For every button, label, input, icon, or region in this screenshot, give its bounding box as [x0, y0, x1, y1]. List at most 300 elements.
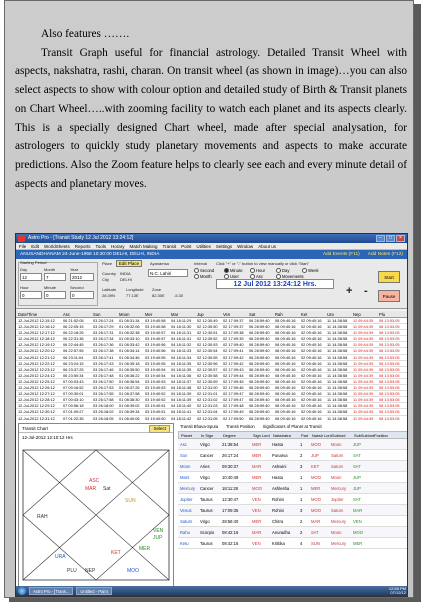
grid-cell: 08 09:40:16 [275, 372, 296, 378]
grid-cell: 11 14:38:58 [327, 342, 348, 348]
grid-cell: 04 18:11:33 [171, 348, 192, 354]
second-label: Second [70, 285, 84, 290]
chart-select-button[interactable]: Select [149, 425, 170, 433]
position-cell: 1 [300, 475, 303, 480]
interval-minute[interactable]: Minute [224, 268, 243, 273]
position-row[interactable] [178, 505, 408, 516]
grid-cell: 11 14:38:58 [327, 324, 348, 330]
starting-period-group [18, 262, 98, 306]
window-buttons [376, 235, 405, 242]
position-cell: 1 [300, 486, 303, 491]
grid-cell: 02 17:09:41 [223, 348, 244, 354]
grid-cell: 02 12:30:54 [197, 348, 218, 354]
grid-cell: 03 26:17:43 [93, 360, 114, 366]
grid-cell: 03 26:17:24 [93, 318, 114, 323]
grid-cell: 12-Jul-2012 12:29:12 [18, 403, 55, 409]
position-cell [373, 472, 393, 482]
grid-cell: 08 13:53:05 [379, 403, 400, 409]
grid-body [16, 318, 408, 421]
menu-tools[interactable]: Tools [95, 244, 106, 249]
grid-cell: 04 18:11:38 [171, 385, 192, 391]
grid-cell: 11 14:38:58 [327, 378, 348, 384]
grid-cell: 02 09:40:16 [301, 324, 322, 330]
position-cell: Mercury [331, 486, 347, 491]
position-cell: Sun [180, 453, 188, 458]
tab-bhava-sputa[interactable]: Transit Bhava-Sputa [180, 424, 219, 429]
position-cell: Taurus [200, 541, 213, 546]
window-titlebar [16, 234, 407, 243]
interval-day[interactable]: Day [276, 268, 289, 273]
grid-cell: 04 18:11:36 [171, 372, 192, 378]
menu-point[interactable]: Point [181, 244, 192, 249]
minute-select[interactable]: 0 [44, 291, 66, 299]
menu-utilities[interactable]: Utilities [196, 244, 211, 249]
system-clock [389, 587, 408, 596]
grid-cell: 02 12:30:51 [197, 330, 218, 336]
edit-place-button[interactable]: Edit Place [116, 260, 142, 267]
grid-cell: 11 09:44:39 [353, 354, 374, 360]
grid-cell: 02 12:30:55 [197, 354, 218, 360]
position-table-header [178, 431, 408, 439]
grid-cell: 12-Jul-2012 12:19:12 [18, 342, 55, 348]
clock-date: 07/12/12 [390, 590, 406, 595]
month-select[interactable]: 7 [44, 273, 66, 281]
info-toolbar [16, 250, 407, 259]
menu-window[interactable]: Window [237, 244, 254, 249]
grid-cell: 03 26:17:29 [93, 324, 114, 330]
menu-about[interactable]: About us [258, 244, 276, 249]
grid-cell: 07 00:30:01 [63, 391, 84, 397]
position-cell: JUP [353, 486, 361, 491]
close-icon[interactable]: × [396, 235, 405, 242]
menu-reports[interactable]: Reports [74, 244, 91, 249]
grid-cell: 04 18:11:40 [171, 403, 192, 409]
extra-value: -5.30 [174, 293, 184, 298]
start-button[interactable]: Start [378, 271, 400, 283]
grid-cell: 02 09:40:16 [301, 397, 322, 403]
interval-movements[interactable]: Movements [276, 274, 304, 279]
grid-cell: 11 09:44:39 [353, 324, 374, 330]
position-cell: Anuradha [272, 530, 291, 535]
grid-cell: 07 01:09:27 [63, 409, 84, 415]
position-cell: 08:42:16 [222, 530, 239, 535]
position-row[interactable] [178, 527, 408, 538]
interval-second[interactable]: Second [194, 268, 214, 273]
position-row[interactable] [178, 494, 408, 505]
position-cell: Moon [331, 475, 342, 480]
position-cell: KET [311, 464, 320, 469]
grid-cell: 02 12:30:50 [197, 324, 218, 330]
year-select[interactable]: 2012 [70, 273, 94, 281]
day-label: Day [20, 267, 28, 272]
month-label: Month [44, 267, 56, 272]
grid-cell: 04 18:11:29 [171, 318, 192, 323]
grid-cell: 08 13:53:05 [379, 354, 400, 360]
position-row[interactable] [178, 538, 408, 549]
position-cell [373, 450, 393, 460]
position-cell: SUN [311, 541, 320, 546]
grid-cell: 04 18:11:30 [171, 324, 192, 330]
position-header-cell: Naksh Lord [312, 433, 332, 438]
grid-cell: 03 19:40:56 [145, 342, 166, 348]
position-cell: Asc [180, 442, 187, 447]
position-cell: Punarva [272, 453, 288, 458]
grid-cell: 03 19:40:57 [145, 330, 166, 336]
position-cell: MAR [252, 530, 262, 535]
position-cell: Cancer [200, 453, 214, 458]
grid-cell: 11 14:38:58 [327, 330, 348, 336]
position-cell: Mercury [331, 519, 347, 524]
grid-cell: 02 17:09:43 [223, 366, 244, 372]
pause-button[interactable]: Pause [378, 290, 400, 302]
position-cell: Hasta [272, 442, 283, 447]
position-cell: 28:56:40 [222, 519, 239, 524]
grid-cell: 02 12:31:03 [197, 403, 218, 409]
grid-cell: 02 09:40:16 [301, 366, 322, 372]
grid-cell: 02 12:30:52 [197, 336, 218, 342]
position-cell: Venus [180, 508, 192, 513]
grid-cell: 08 13:53:05 [379, 330, 400, 336]
grid-cell: 08 09:40:16 [275, 385, 296, 391]
grid-cell: 02 17:09:42 [223, 360, 244, 366]
interval-hour[interactable]: Hour [250, 268, 265, 273]
interval-asc[interactable]: Asc [250, 274, 263, 279]
position-row[interactable] [178, 450, 408, 461]
position-cell: Saturn [331, 464, 344, 469]
position-cell: Hasta [272, 475, 283, 480]
grid-cell: 02 17:09:46 [223, 385, 244, 391]
grid-cell: 03 19:40:54 [145, 372, 166, 378]
grid-cell: 08 09:40:16 [275, 324, 296, 330]
zone-label: Zone [152, 287, 162, 292]
menu-match-making[interactable]: Match Making [129, 244, 158, 249]
grid-cell: 02 17:09:37 [223, 324, 244, 330]
menu-edit[interactable]: Edit [31, 244, 40, 249]
grid-header-cell: Jup [197, 312, 204, 317]
grid-cell: 06 28:59:40 [249, 366, 270, 372]
position-cell: SAT [353, 497, 361, 502]
grid-cell: 03 26:17:46 [93, 366, 114, 372]
grid-cell: 11 09:44:39 [353, 342, 374, 348]
grid-cell: 12-Jul-2012 12:28:12 [18, 397, 55, 403]
tab-significators[interactable]: Significators of Planet at Transit [262, 424, 322, 429]
position-cell: Jupiter [180, 497, 193, 502]
position-cell: MOO [311, 442, 322, 447]
position-cell: 09:30:37 [222, 464, 239, 469]
grid-cell: 02 17:09:50 [223, 415, 244, 421]
grid-cell: 08 09:40:16 [275, 378, 296, 384]
taskbar-astro-pro[interactable]: Astro Pro - [Trans... [29, 587, 73, 595]
grid-header-cell: Rah [275, 312, 283, 317]
grid-cell: 03 26:18:02 [93, 409, 114, 415]
grid-cell: 08 09:40:16 [275, 318, 296, 323]
grid-cell: 06 28:59:40 [249, 409, 270, 415]
grid-cell: 12-Jul-2012 12:25:12 [18, 378, 55, 384]
position-cell: MAR [311, 519, 321, 524]
grid-cell: 06 23:11:04 [63, 354, 84, 360]
grid-cell: 08 09:40:16 [275, 348, 296, 354]
grid-cell: 03 26:17:55 [93, 391, 114, 397]
position-cell: VEN [252, 541, 261, 546]
grid-cell: 02 12:31:02 [197, 397, 218, 403]
plus-button[interactable]: + [346, 285, 353, 297]
menu-file[interactable]: File [19, 244, 27, 249]
position-cell: 26:17:24 [222, 453, 239, 458]
position-cell: MOO [252, 486, 263, 491]
transit-grid [16, 311, 408, 421]
position-cell: 1 [300, 442, 303, 447]
grid-cell: 11 09:44:39 [353, 366, 374, 372]
grid-cell: 08 09:40:16 [275, 391, 296, 397]
grid-cell: 06 22:44:45 [63, 342, 84, 348]
grid-cell: 03 26:17:36 [93, 342, 114, 348]
grid-cell: 01 08:40:06 [119, 415, 140, 421]
grid-cell: 04 18:11:32 [171, 342, 192, 348]
grid-cell: 02 12:31:00 [197, 385, 218, 391]
grid-cell: 01 08:34:46 [119, 354, 140, 360]
position-cell: MER [353, 541, 363, 546]
grid-cell: 02 09:40:16 [301, 378, 322, 384]
position-cell: SAT [353, 464, 361, 469]
grid-cell: 07 00:16:52 [63, 385, 84, 391]
grid-cell: 06 23:50:34 [63, 372, 84, 378]
position-cell: Scorpio [200, 530, 215, 535]
interval-week[interactable]: Week [302, 268, 319, 273]
add-events-button[interactable]: Add Events (F11) [322, 252, 360, 257]
position-cell: JUP [353, 442, 361, 447]
grid-cell: 03 19:40:52 [145, 391, 166, 397]
add-notes-button[interactable]: Add Notes (F12) [367, 252, 403, 257]
grid-cell: 06 28:59:40 [249, 324, 270, 330]
grid-cell: 02 09:40:16 [301, 348, 322, 354]
tab-transit-position[interactable]: Transit Position [226, 424, 255, 429]
intro-line: Also features ……. [41, 28, 130, 40]
position-row[interactable] [178, 483, 408, 494]
position-cell: VEN [353, 519, 362, 524]
place-label: Place [102, 261, 113, 266]
day-select[interactable]: 12 [20, 273, 42, 281]
position-row[interactable] [178, 472, 408, 483]
year-label: Year [70, 267, 79, 272]
grid-cell: 03 26:17:58 [93, 397, 114, 403]
grid-cell: 12-Jul-2012 12:18:12 [18, 336, 55, 342]
grid-cell: 11 14:38:58 [327, 415, 348, 421]
grid-cell: 08 13:53:05 [379, 348, 400, 354]
grid-cell: 02 09:40:16 [301, 409, 322, 415]
menu-transit[interactable]: Transit [162, 244, 177, 249]
grid-cell: 06 22:05:15 [63, 324, 84, 330]
grid-cell: 02 17:09:37 [223, 318, 244, 323]
menu-horary[interactable]: Horary [111, 244, 125, 249]
position-cell: MAR [353, 508, 363, 513]
planet-nep: NEP [85, 568, 96, 574]
hour-select[interactable]: 0 [20, 291, 42, 299]
grid-cell: 03 26:17:48 [93, 372, 114, 378]
grid-cell: 02 17:09:38 [223, 330, 244, 336]
grid-cell: 02 17:09:47 [223, 397, 244, 403]
grid-cell: 02 12:30:56 [197, 360, 218, 366]
hint-text: Click "+" or "-" button to view manually or click 'Start' [216, 261, 309, 266]
menu-settings[interactable]: Settings [215, 244, 233, 249]
grid-cell: 03 26:17:34 [93, 336, 114, 342]
planet-asc: ASC [89, 478, 100, 484]
country-label: Country [102, 271, 117, 276]
position-cell: 10:40:49 [222, 475, 239, 480]
grid-cell: 11 09:44:39 [353, 378, 374, 384]
grid-cell: 02 12:31:05 [197, 415, 218, 421]
longitude-label: Longitude [126, 287, 144, 292]
grid-cell: 02 09:40:16 [301, 403, 322, 409]
grid-header-cell: Nep [353, 312, 361, 317]
grid-cell: 02 09:40:16 [301, 372, 322, 378]
grid-cell: 01 08:36:54 [119, 378, 140, 384]
grid-cell: 03 19:40:58 [145, 324, 166, 330]
app-screenshot [15, 233, 408, 597]
position-header-cell: Pad [301, 433, 308, 438]
position-cell: Saturn [331, 508, 344, 513]
position-cell: MOO [311, 475, 322, 480]
grid-cell: 03 19:40:52 [145, 397, 166, 403]
grid-cell: 04 18:11:34 [171, 354, 192, 360]
grid-cell: 08 13:53:05 [379, 360, 400, 366]
position-cell: Rohini [272, 508, 284, 513]
grid-cell: 11 14:38:58 [327, 391, 348, 397]
grid-cell: 08 13:53:05 [379, 415, 400, 421]
position-cell: 21:38:54 [222, 442, 239, 447]
position-row[interactable] [178, 439, 408, 450]
grid-header-cell: Sat [249, 312, 256, 317]
position-cell [373, 527, 393, 537]
grid-cell: 08 13:53:05 [379, 378, 400, 384]
grid-header [16, 311, 408, 318]
position-cell: Aries [200, 464, 210, 469]
position-cell: Taurus [200, 497, 213, 502]
feature-paragraph: Transit Graph useful for financial astrology. Detailed Transit Wheel with aspects, nakshatra, rashi, charan. On transit wheel (as shown in image)…you can also select aspects to show with colour option and detailed study of Birth & Transit planets on Chart Wheel…..with zooming facility to watch each planet and its aspects clearly. This is a specially designed Chart wheel, made after special analysation, for astrologers to quickly study planetary movements and aspects to make accurate predictions. Also the Zoom feature helps to clearly see each and every minute detail of aspects and planetary moves. [15, 46, 407, 190]
grid-cell: 01 08:32:38 [119, 330, 140, 336]
country-value: INDIA [120, 271, 131, 276]
grid-cell: 03 26:18:05 [93, 415, 114, 421]
grid-cell: 04 18:11:39 [171, 391, 192, 397]
position-cell: 08:42:16 [222, 541, 239, 546]
ayanamsa-select[interactable]: N.C. Lahiri [148, 269, 188, 277]
position-cell [373, 516, 393, 526]
grid-cell: 06 28:59:40 [249, 330, 270, 336]
grid-cell: 02 09:40:16 [301, 318, 322, 323]
grid-cell: 03 19:40:50 [145, 415, 166, 421]
taskbar-paint[interactable]: Untitled - Paint [76, 587, 111, 595]
document-text [15, 25, 407, 193]
grid-cell: 01 08:39:02 [119, 403, 140, 409]
grid-cell: 01 08:38:30 [119, 397, 140, 403]
grid-cell: 07 00:56:18 [63, 403, 84, 409]
grid-cell: 03 19:40:58 [145, 318, 166, 323]
grid-cell: 11 09:44:39 [353, 391, 374, 397]
position-row[interactable] [178, 461, 408, 472]
position-row[interactable] [178, 516, 408, 527]
grid-cell: 03 19:40:53 [145, 385, 166, 391]
grid-header-cell: Asc [63, 312, 70, 317]
grid-cell: 04 18:11:39 [171, 397, 192, 403]
position-cell: Cancer [200, 486, 214, 491]
document-card [4, 0, 414, 598]
grid-cell: 06 23:37:25 [63, 366, 84, 372]
grid-cell: 11 09:44:39 [353, 330, 374, 336]
grid-cell: 08 13:53:05 [379, 342, 400, 348]
grid-cell: 01 08:33:10 [119, 336, 140, 342]
grid-cell: 02 17:09:48 [223, 403, 244, 409]
position-cell [373, 483, 393, 493]
grid-cell: 07 00:03:43 [63, 378, 84, 384]
grid-cell: 02 17:09:49 [223, 409, 244, 415]
position-cell: Mercury [180, 486, 196, 491]
grid-cell: 01 08:39:34 [119, 409, 140, 415]
grid-cell: 11 14:38:58 [327, 336, 348, 342]
position-cell: MER [252, 519, 262, 524]
grid-cell: 03 26:18:00 [93, 403, 114, 409]
grid-cell: 03 19:40:51 [145, 409, 166, 415]
grid-cell: 11 14:38:58 [327, 348, 348, 354]
grid-cell: 04 18:11:41 [171, 409, 192, 415]
position-cell: MER [311, 486, 321, 491]
position-cell: Chitra [272, 519, 284, 524]
start-icon[interactable] [18, 587, 26, 595]
grid-cell: 12-Jul-2012 12:17:12 [18, 330, 55, 336]
position-cell: SAT [353, 453, 361, 458]
grid-header-cell: Date/Time [18, 312, 38, 317]
grid-cell: 11 14:38:58 [327, 318, 348, 323]
position-cell: Mars [180, 475, 190, 480]
grid-cell: 06 28:59:40 [249, 385, 270, 391]
minimize-icon[interactable]: – [376, 235, 385, 242]
planet-ura: URA [55, 554, 66, 560]
position-header-cell: Sign Lord [253, 433, 270, 438]
position-cell: 2 [300, 453, 303, 458]
grid-cell: 01 08:37:58 [119, 391, 140, 397]
grid-cell: 02 09:40:16 [301, 360, 322, 366]
grid-cell: 01 08:35:18 [119, 360, 140, 366]
grid-cell: 02 09:40:16 [301, 342, 322, 348]
second-select[interactable]: 0 [70, 291, 94, 299]
grid-cell: 12-Jul-2012 12:30:12 [18, 409, 55, 415]
menu-worldsheets[interactable]: WorldSheets [44, 244, 70, 249]
position-header-cell: SubSublord [354, 433, 374, 438]
interval-month[interactable]: Month [194, 274, 212, 279]
grid-cell: 08 09:40:16 [275, 403, 296, 409]
position-header-cell: Sublord [332, 433, 346, 438]
grid-cell: 03 19:40:51 [145, 403, 166, 409]
grid-cell: 08 13:53:05 [379, 372, 400, 378]
ayanamsa-label: Ayanamsa [150, 261, 169, 266]
grid-cell: 06 22:18:26 [63, 330, 84, 336]
interval-user[interactable]: User [224, 274, 239, 279]
position-cell: MER [252, 453, 262, 458]
grid-cell: 11 14:38:58 [327, 366, 348, 372]
grid-cell: 02 09:40:16 [301, 391, 322, 397]
maximize-icon[interactable]: □ [386, 235, 395, 242]
position-cell: Rohini [272, 497, 284, 502]
grid-cell: 06 28:59:40 [249, 378, 270, 384]
minus-button[interactable]: - [364, 285, 368, 297]
position-tabs [178, 423, 408, 431]
position-cell: Virgo [200, 442, 210, 447]
current-transit-time: 12 Jul 2012 13:24:12 Hrs. [216, 279, 334, 289]
zone-value: 82.30E [152, 293, 165, 298]
position-cell: Virgo [200, 519, 210, 524]
minute-label: Minute [44, 285, 57, 290]
position-cell: MOO [353, 530, 364, 535]
position-header-cell: Planet [181, 433, 193, 438]
position-cell: 12:30:47 [222, 497, 239, 502]
